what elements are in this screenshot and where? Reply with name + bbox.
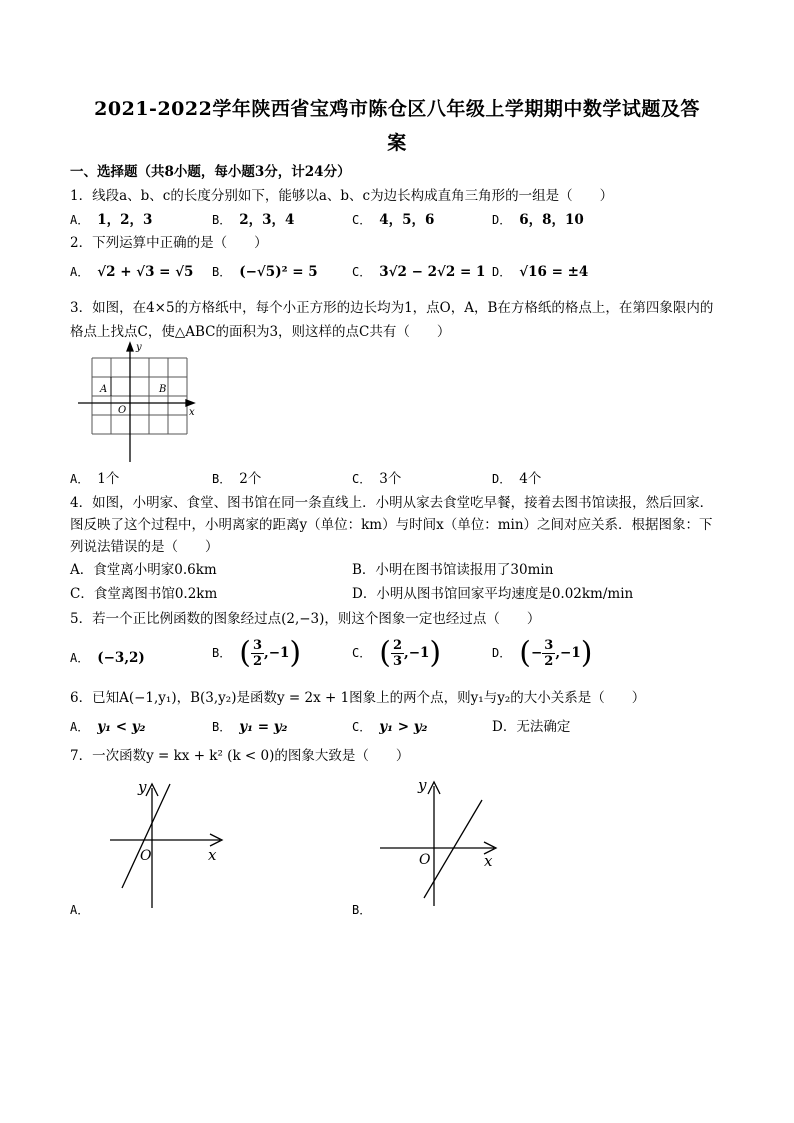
q3-grid-lines <box>92 358 187 434</box>
fraction-denominator: 3 <box>392 654 402 669</box>
option-text: 2，3，4 <box>239 212 295 228</box>
question-1-stem: 1．线段a、b、c的长度分别如下，能够以a、b、c为边长构成直角三角形的一组是（ ） <box>70 188 614 204</box>
q7-option-a <box>70 900 97 920</box>
option-label: B． <box>352 903 372 917</box>
q3-option-d <box>492 469 541 489</box>
option-label: A． <box>70 903 90 917</box>
option-expression: √16 = ±4 <box>519 264 589 280</box>
option-expression: y₁ = y₂ <box>239 719 288 735</box>
function-line <box>122 784 170 888</box>
q5-option-a <box>70 648 145 668</box>
q5-option-c <box>352 635 442 671</box>
q6-option-d: D．无法确定 <box>492 719 571 735</box>
left-paren: ( <box>379 635 391 671</box>
option-label: B． <box>212 720 232 734</box>
option-expression: 3√2 − 2√2 = 1 <box>379 264 486 280</box>
option-expression: y₁ > y₂ <box>379 719 428 735</box>
option-expression: √2 + √3 = √5 <box>97 264 194 280</box>
option-text: 4个 <box>519 471 542 487</box>
q6-option-c <box>352 717 427 737</box>
option-rest: ,−1 <box>264 645 290 661</box>
option-text: 6，8，10 <box>519 212 584 228</box>
right-paren: ) <box>429 635 442 671</box>
option-label: C． <box>352 720 372 734</box>
q1-option-b <box>212 210 294 230</box>
x-axis-label: x <box>189 407 195 418</box>
option-text: 2个 <box>239 471 262 487</box>
q1-option-d <box>492 210 584 230</box>
option-label: C． <box>352 646 372 660</box>
q6-option-a <box>70 717 145 737</box>
question-5-stem: 5．若一个正比例函数的图象经过点(2,−3)，则这个图象一定也经过点（ ） <box>70 611 541 627</box>
left-paren: ( <box>239 635 251 671</box>
option-label: A． <box>70 265 90 279</box>
q3-grid-figure <box>76 340 200 466</box>
option-text: 1个 <box>97 471 120 487</box>
q1-option-a <box>70 210 152 230</box>
x-axis-label: x <box>484 852 493 870</box>
option-label: C． <box>352 213 372 227</box>
option-expression: (−√5)² = 5 <box>239 264 318 280</box>
q2-option-a <box>70 262 193 282</box>
option-label: D． <box>492 213 512 227</box>
question-4-stem: 4．如图，小明家、食堂、图书馆在同一条直线上．小明从家去食堂吃早餐，接着去图书馆读报，然后回家．图反映了这个过程中，小明离家的距离y（单位：km）与时间x（单位：min）之间对应关系．根据图象：下列说法错误的是（ ） <box>70 495 714 555</box>
option-text: 3个 <box>379 471 402 487</box>
title-line-2: 案 <box>387 132 407 154</box>
fraction-numerator: 2 <box>392 638 402 653</box>
fraction <box>391 638 404 669</box>
q2-option-d <box>492 262 588 282</box>
question-7-stem: 7．一次函数y = kx + k² (k < 0)的图象大致是（ ） <box>70 748 410 764</box>
y-axis-arrow-icon <box>127 343 133 351</box>
q7-graph-a <box>100 774 230 914</box>
fraction-denominator: 2 <box>544 654 554 669</box>
fraction <box>542 638 555 669</box>
point-a-label: A <box>100 384 108 395</box>
q2-option-b <box>212 262 318 282</box>
option-label: B． <box>212 646 232 660</box>
option-rest: ,−1 <box>404 645 430 661</box>
function-line <box>424 800 482 898</box>
origin-label: O <box>140 848 152 864</box>
q5-option-b <box>212 635 302 671</box>
q1-option-c <box>352 210 434 230</box>
fraction <box>251 638 264 669</box>
option-label: C． <box>352 472 372 486</box>
fraction-denominator: 2 <box>252 654 262 669</box>
q2-option-c <box>352 262 485 282</box>
option-label: D． <box>492 646 512 660</box>
option-label: D． <box>492 265 512 279</box>
option-rest: ,−1 <box>555 645 581 661</box>
q7-graph-b <box>374 772 504 912</box>
option-label: A． <box>70 651 90 665</box>
section-heading: 一、选择题（共8小题，每小题3分，计24分） <box>70 164 351 180</box>
y-axis-label: y <box>138 778 147 796</box>
q4-option-c: C．食堂离图书馆0.2km <box>70 586 218 602</box>
question-6-stem: 6．已知A(−1,y₁)，B(3,y₂)是函数y = 2x + 1图象上的两个点，则y₁与y₂的大小关系是（ ） <box>70 690 646 706</box>
q4-option-a: A．食堂离小明家0.6km <box>70 562 217 578</box>
left-paren: ( <box>519 635 531 671</box>
question-3-stem: 3．如图，在4×5的方格纸中，每个小正方形的边长均为1，点O，A，B在方格纸的格点上，在第四象限内的格点上找点C，使△ABC的面积为3，则这样的点C共有（ ） <box>70 300 714 340</box>
q3-option-b <box>212 469 261 489</box>
q3-option-a <box>70 469 119 489</box>
y-axis-label: y <box>418 776 427 794</box>
origin-label: O <box>118 405 127 416</box>
document-title <box>60 92 734 160</box>
option-text: 4，5，6 <box>379 212 435 228</box>
x-axis-label: x <box>208 846 217 864</box>
minus-sign: − <box>530 645 543 661</box>
q4-option-b: B．小明在图书馆读报用了30min <box>352 562 554 578</box>
x-axis-arrow-icon <box>186 400 194 406</box>
question-2-stem: 2．下列运算中正确的是（ ） <box>70 235 268 251</box>
option-label: D． <box>492 472 512 486</box>
q6-option-b <box>212 717 287 737</box>
origin-label: O <box>419 852 431 868</box>
right-paren: ) <box>289 635 302 671</box>
right-paren: ) <box>580 635 593 671</box>
option-expression: (−3,2) <box>97 650 145 666</box>
fraction-numerator: 3 <box>544 638 554 653</box>
option-label: A． <box>70 472 90 486</box>
option-text: 1，2，3 <box>97 212 153 228</box>
point-b-label: B <box>159 384 167 395</box>
option-expression: y₁ < y₂ <box>97 719 146 735</box>
fraction-numerator: 3 <box>252 638 262 653</box>
option-label: B． <box>212 213 232 227</box>
q4-option-d: D．小明从图书馆回家平均速度是0.02km/min <box>352 586 634 602</box>
option-label: C． <box>352 265 372 279</box>
option-label: A． <box>70 720 90 734</box>
option-label: B． <box>212 265 232 279</box>
option-label: B． <box>212 472 232 486</box>
q7-option-b <box>352 900 379 920</box>
option-label: A． <box>70 213 90 227</box>
y-axis-label: y <box>136 342 142 353</box>
title-line-1: 2021-2022学年陕西省宝鸡市陈仓区八年级上学期期中数学试题及答 <box>94 98 700 120</box>
q3-option-c <box>352 469 401 489</box>
q5-option-d <box>492 635 593 671</box>
